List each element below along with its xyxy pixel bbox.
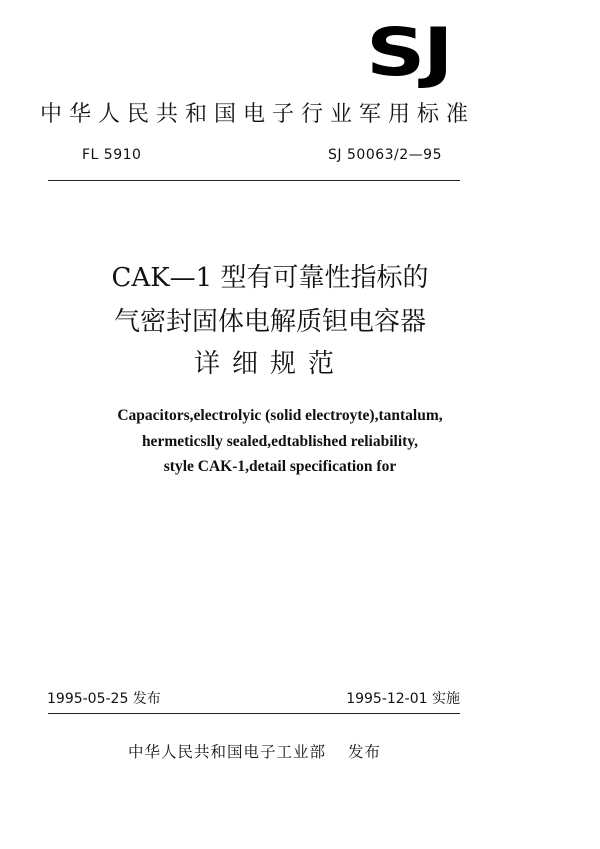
publisher-line	[128, 740, 381, 762]
sj-logo: SJ	[366, 14, 452, 91]
title-en-line2: hermeticslly sealed,edtablished reliability,	[141, 433, 419, 450]
title-cn-line2: 气密封固体电解质钽电容器	[113, 307, 426, 337]
title-cn-line3: 详细规范	[193, 349, 346, 379]
footer-divider	[48, 713, 460, 714]
title-cn-line1: CAK—1 型有可靠性指标的	[111, 263, 429, 293]
header-divider	[48, 180, 460, 181]
classification-code: FL 5910	[82, 147, 142, 163]
issue-date: 1995-05-25 发布	[47, 691, 161, 707]
org-title: 中华人民共和国电子行业军用标准	[40, 102, 476, 127]
title-en-line3: style CAK-1,detail specification for	[163, 458, 397, 475]
publisher-action: 发布	[348, 743, 382, 761]
title-en-line1: Capacitors,electrolyic (solid electroyte),tantalum,	[117, 407, 443, 424]
publisher-name: 中华人民共和国电子工业部	[128, 743, 327, 761]
standard-number: SJ 50063/2—95	[328, 147, 442, 163]
effective-date: 1995-12-01 实施	[346, 691, 460, 707]
